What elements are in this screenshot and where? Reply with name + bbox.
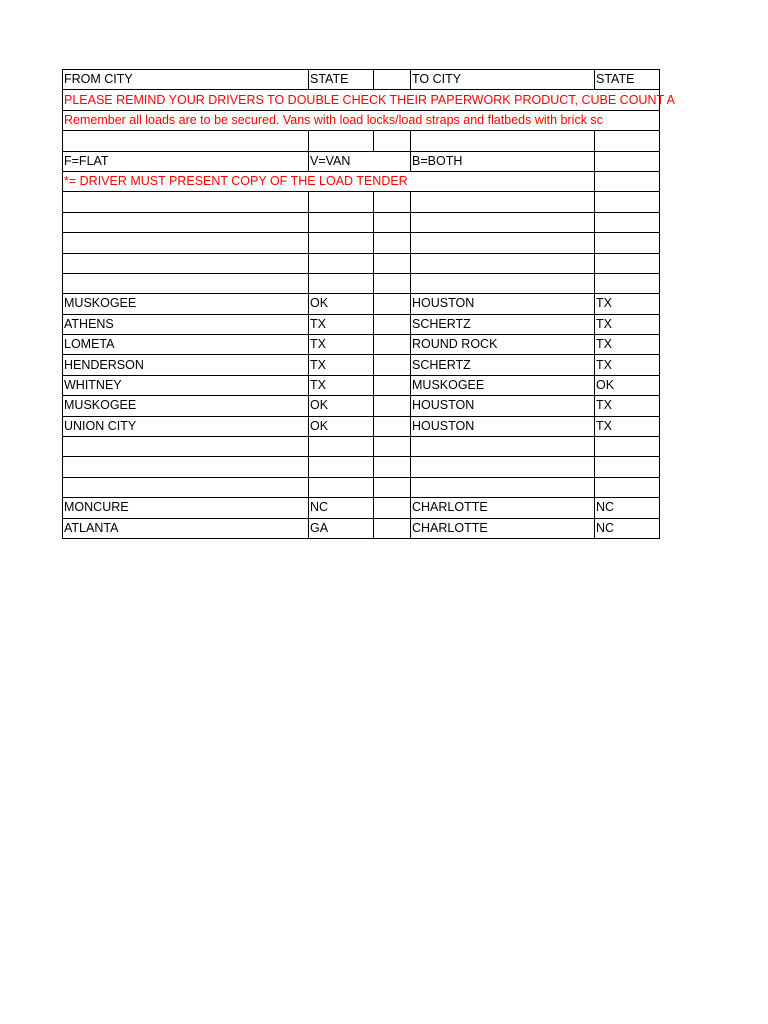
header-to-state: STATE [595,70,660,90]
from-state-cell: TX [309,355,374,375]
from-state-cell: OK [309,416,374,436]
blank-cell [374,294,411,314]
to-state-cell: TX [595,416,660,436]
secured-note: Remember all loads are to be secured. Vans with load locks/load straps and flatbeds with brick sc [63,110,660,130]
header-blank [374,70,411,90]
empty-row [63,273,660,293]
to-state-cell: OK [595,375,660,395]
from-city-cell: WHITNEY [63,375,309,395]
to-city-cell: MUSKOGEE [411,375,595,395]
from-city-cell: ATHENS [63,314,309,334]
legend-van: V=VAN [309,151,411,171]
secured-note-row [63,110,660,130]
load-row [63,416,660,436]
to-state-cell: TX [595,355,660,375]
load-row [63,355,660,375]
blank-cell [374,518,411,538]
empty-row [63,253,660,273]
to-city-cell: CHARLOTTE [411,518,595,538]
from-city-cell: LOMETA [63,335,309,355]
to-state-cell: TX [595,314,660,334]
header-to-city: TO CITY [411,70,595,90]
from-city-cell: MONCURE [63,498,309,518]
empty-row [63,457,660,477]
empty-row [63,212,660,232]
from-state-cell: OK [309,396,374,416]
to-state-cell: TX [595,294,660,314]
from-state-cell: OK [309,294,374,314]
load-row [63,335,660,355]
blank-cell [374,355,411,375]
to-city-cell: CHARLOTTE [411,498,595,518]
to-city-cell: HOUSTON [411,396,595,416]
reminder-note-row [63,90,660,110]
to-city-cell: SCHERTZ [411,355,595,375]
header-row [63,70,660,90]
to-state-cell: NC [595,498,660,518]
blank-cell [374,314,411,334]
load-row [63,518,660,538]
from-state-cell: GA [309,518,374,538]
from-state-cell: TX [309,335,374,355]
to-city-cell: HOUSTON [411,294,595,314]
from-city-cell: ATLANTA [63,518,309,538]
tender-note-row [63,171,660,191]
from-city-cell: MUSKOGEE [63,396,309,416]
from-state-cell: TX [309,314,374,334]
from-city-cell: MUSKOGEE [63,294,309,314]
to-city-cell: SCHERTZ [411,314,595,334]
load-row [63,375,660,395]
from-city-cell: UNION CITY [63,416,309,436]
from-city-cell: HENDERSON [63,355,309,375]
legend-both: B=BOTH [411,151,595,171]
empty-row [63,477,660,497]
load-row [63,314,660,334]
from-state-cell: TX [309,375,374,395]
loads-spreadsheet [62,69,676,539]
load-row [63,294,660,314]
blank-cell [374,335,411,355]
to-city-cell: HOUSTON [411,416,595,436]
load-row [63,498,660,518]
header-from-city: FROM CITY [63,70,309,90]
to-state-cell: TX [595,335,660,355]
blank-cell [374,498,411,518]
legend-row [63,151,660,171]
to-city-cell: ROUND ROCK [411,335,595,355]
blank-cell [374,396,411,416]
load-row [63,396,660,416]
blank-cell [374,375,411,395]
header-from-state: STATE [309,70,374,90]
empty-row [63,192,660,212]
blank-cell [374,416,411,436]
empty-row [63,437,660,457]
to-state-cell: NC [595,518,660,538]
tender-note: *= DRIVER MUST PRESENT COPY OF THE LOAD TENDER [63,171,595,191]
empty-row [63,233,660,253]
empty-row [63,131,660,151]
from-state-cell: NC [309,498,374,518]
reminder-note: PLEASE REMIND YOUR DRIVERS TO DOUBLE CHECK THEIR PAPERWORK PRODUCT, CUBE COUNT A [63,90,660,110]
legend-flat: F=FLAT [63,151,309,171]
to-state-cell: TX [595,396,660,416]
